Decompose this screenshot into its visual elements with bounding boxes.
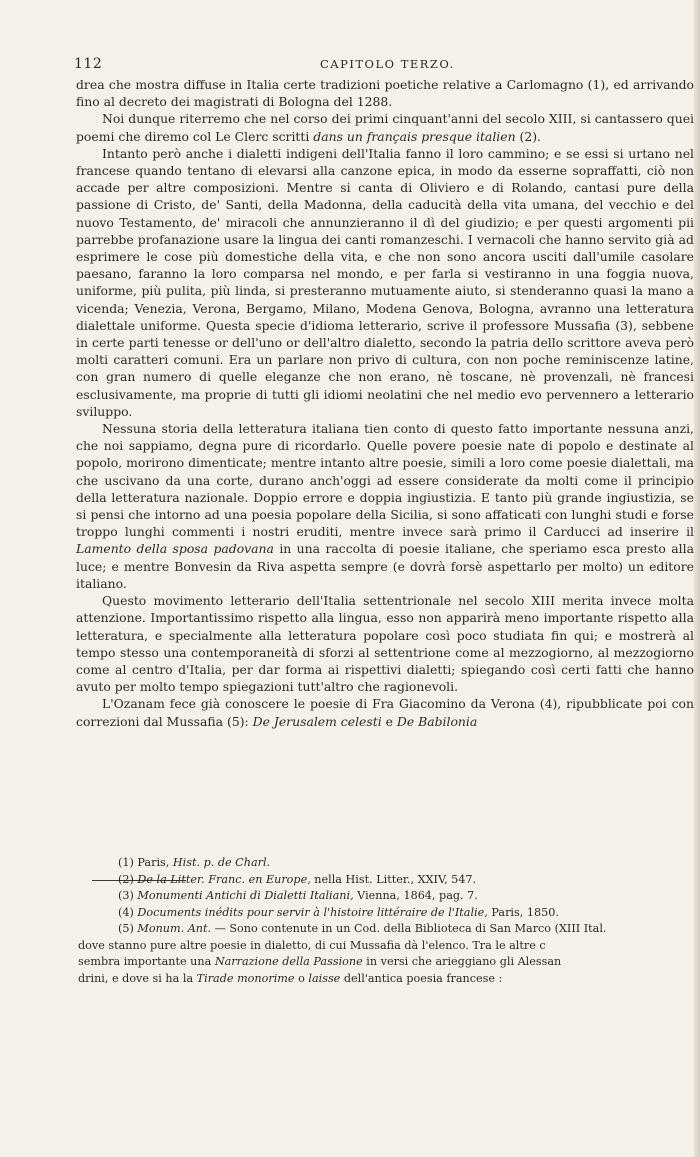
italic-text: Tirade monorime [196, 971, 295, 985]
text-run: Intanto però anche i dialetti indigeni dell'Italia fanno il loro cammino; e se essi si urtano nel francese quando tentano di elevarsi alla canzone epica, in modo da esserne sopraffatti, ciò non accade per altre composizioni. Mentre si canta di Oliviero e di Rolando, cantasi pure della passione di Cristo, de' Santi, della Madonna, della caducità della vita umana, del vecchio e del nuovo Testamento, de' miracoli che annunzieranno il dì del giudizio; e per questi argomenti pii parrebbe profanazione usare la lingua dei canti romanzeschi. I vernacoli che hanno servito già ad esprimere le cose più domestiche della vita, e che non sono ancora usciti dall'umile casolare paesano, faranno la loro comparsa nel mondo, e per farla si vestiranno in una foggia nuova, uniforme, più pulita, più linda, si presteranno mutuamente aiuto, si stenderanno quasi la mano a vicenda; Venezia, Verona, Bergamo, Milano, Modena Genova, Bologna, avranno una letteratura dialettale uniforme. Questa specie d'idioma letterario, scrive il professore Mussafia (3), sebbene in certe parti tenesse or dell'uno or dell'altro dialetto, secondo la patria dello scrittore aveva però molti caratteri comuni. Era un parlare non privo di cultura, con non poche reminiscenze latine, con gran numero di quelle eleganze che non erano, nè toscane, nè provenzali, nè francesi esclusivamente, ma proprie di tutti gli idiomi neolatini che nel medio evo pervennero a letterario sviluppo. [76, 145, 694, 419]
page-header [74, 56, 674, 78]
paragraph [76, 420, 694, 592]
main-text [76, 76, 694, 730]
italic-text: De Jerusalem celesti [252, 713, 382, 729]
text-run: Nessuna storia della letteratura italiana tien conto di questo fatto importante nessuna anzi, che noi sappiamo, degna pure di ricordarlo. Quelle povere poesie nate di popolo e destinate al popolo, morirono dimenticate; mentre intanto altre poesie, simili a loro come poesie dialettali, ma che uscivano da una corte, durano anch'oggi ad essere considerate da molti come il principio della letteratura nazionale. Doppio errore e doppia ingiustizia. E tanto più grande ingiustizia, se si pensi che intorno ad una poesia popolare della Sicilia, si sono affaticati con lunghi studi e forse troppo lunghi commenti i nostri eruditi, mentre invece sarà primo il Carducci ad inserire il [76, 421, 694, 540]
footnote-number: (5) [118, 922, 138, 935]
footnote-number: (1) [118, 856, 138, 869]
text-run: L'Ozanam fece già conoscere le poesie di Fra Giacomino da Verona (4), ripubblicate poi con correzioni dal Mussafia (5): [76, 696, 694, 729]
footnote [118, 855, 696, 872]
paragraph [76, 592, 694, 695]
text-run: sembra importante una [78, 955, 215, 968]
text-run: e [381, 713, 397, 729]
paragraph [76, 695, 694, 729]
text-run: Noi dunque riterremo che nel corso dei primi cinquant'anni del secolo XIII, si cantassero quei poemi che diremo col Le Clerc scritti [76, 111, 694, 144]
footnote [118, 888, 696, 905]
text-run: dove stanno pure altre poesie in dialetto, di cui Mussafia dà l'elenco. Tra le altre c [78, 938, 546, 952]
italic-text: Hist. p. de Charl. [172, 856, 271, 869]
footnote [118, 905, 696, 922]
italic-text: Monumenti Antichi di Dialetti Italiani, [137, 889, 354, 902]
page-edge [694, 0, 700, 1157]
running-title: CAPITOLO TERZO. [320, 57, 455, 71]
footnote-continuation [78, 954, 696, 971]
paragraph [76, 110, 694, 144]
text-run: drini, e dove si ha la [78, 971, 197, 985]
paragraph [76, 145, 694, 420]
text-run: Paris, [137, 856, 173, 869]
italic-text: Documents inédits pour servir à l'histoire littéraire de l'Italie, [137, 905, 488, 919]
footnotes [78, 855, 696, 987]
footnote-continuation [78, 938, 696, 955]
text-run: (2). [515, 128, 541, 144]
footnote-number: (4) [118, 905, 138, 919]
page-number: 112 [74, 56, 103, 72]
italic-text: De la Litter. Franc. en Europe, [137, 872, 311, 886]
text-run: dell'antica poesia francese : [340, 971, 503, 985]
text-run: Paris, 1850. [487, 905, 559, 919]
paragraph [76, 76, 694, 110]
text-run: — Sono contenute in un Cod. della Biblioteca di San Marco (XIII Ital. [211, 922, 607, 935]
footnote [118, 872, 696, 889]
text-run: drea che mostra diffuse in Italia certe tradizioni poetiche relative a Carlomagno (1), ed arrivando fino al decreto dei magistrati di Bologna del 1288. [76, 77, 694, 110]
text-run: in una raccolta di poesie italiane, che speriamo esca presto alla luce; e mentre Bonvesin da Riva aspetta sempre (e dovrà forsè aspettarlo per molto) un editore italiano. [76, 541, 694, 591]
italic-text: laisse [308, 971, 341, 985]
italic-text: Lamento della sposa padovana [76, 541, 274, 557]
text-run: o [294, 971, 309, 985]
text-run: Vienna, 1864, pag. 7. [353, 889, 478, 902]
italic-text: Monum. Ant. [137, 922, 212, 935]
footnote-continuation [78, 971, 696, 988]
text-run: in versi che arieggiano gli Alessan [362, 955, 562, 968]
text-run: Questo movimento letterario dell'Italia settentrionale nel secolo XIII merita invece molta attenzione. Importantissimo rispetto alla lingua, esso non apparirà meno importante rispetto alla letteratura, e specialmente alla letteratura popolare così poco studiata fin qui; e mostrerà al tempo stesso una contemporaneità di sforzi al settentrione come al mezzogiorno, al mezzogiorno come al centro d'Italia, per dar forma ai rispettivi dialetti; spiegando così certi fatti che hanno avuto per molto tempo spiegazioni tutt'altro che ragionevoli. [76, 593, 694, 695]
text-run: nella Hist. Litter., XXIV, 547. [310, 872, 477, 886]
footnote-number: (2) [118, 872, 138, 886]
italic-text: De Babilonia [396, 713, 478, 729]
footnote [118, 921, 696, 938]
footnote-number: (3) [118, 889, 138, 902]
italic-text: dans un français presque italien [313, 128, 516, 144]
italic-text: Narrazione della Passione [214, 955, 363, 968]
